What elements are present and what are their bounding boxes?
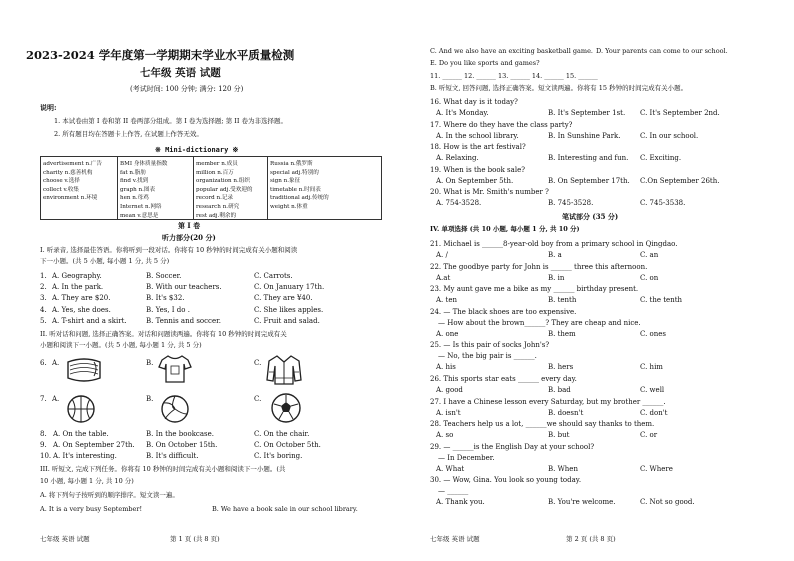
option-a: A. ten xyxy=(436,296,457,305)
exam-subtitle: 七年级 英语 试题 xyxy=(140,67,221,79)
dict-entry: advertisement n.广告 xyxy=(43,161,103,167)
mini-dictionary-table xyxy=(40,156,382,220)
option-a: A. It's interesting. xyxy=(53,452,117,461)
option-b: B. 745-3528. xyxy=(548,199,594,208)
exam-title: 2023-2024 学年度第一学期期末学业水平质量检测 xyxy=(26,48,295,62)
question-text: 27. I have a Chinese lesson every Saturday, but my brother ______. xyxy=(430,397,666,406)
question-text: 22. The goodbye party for John is ______ three this afternoon. xyxy=(430,262,648,271)
dict-entry: special adj.特别的 xyxy=(270,169,319,176)
option-a: A. Relaxing. xyxy=(436,154,479,163)
option-b: B. but xyxy=(548,431,570,440)
question-text: 29. — ______is the English Day at your school? xyxy=(430,442,595,451)
dict-entry: member n.成员 xyxy=(196,161,238,167)
dict-entry: fat n.脂肪 xyxy=(120,169,146,176)
question-text-2: — No, the big pair is ______. xyxy=(438,352,537,361)
listening-heading: 听力部分(20 分) xyxy=(162,233,216,242)
option-b: B. Tennis and soccer. xyxy=(146,316,221,325)
option-c: C. or xyxy=(640,431,658,440)
written-heading: 笔试部分 (35 分) xyxy=(562,212,619,221)
option-a: A. Yes, she does. xyxy=(52,305,111,314)
option-a: A. What xyxy=(436,464,465,473)
option-b: B. On September 17th. xyxy=(548,176,630,185)
question-text: 17. Where do they have the class party? xyxy=(430,120,573,129)
question-number: 9. xyxy=(40,441,47,450)
section3-option-a: A. It is a very busy September! xyxy=(40,505,143,513)
option-label: A. xyxy=(52,359,60,367)
option-a: A. It's Monday. xyxy=(436,109,489,117)
section1-instructions-1: I. 听录音, 选择最佳答语。你将听到一段对话。你将有 10 秒钟的时间完成有关小题和阅读 xyxy=(40,246,298,254)
option-a: A. They are $20. xyxy=(52,294,111,303)
option-c: C. Fruit and salad. xyxy=(254,316,320,325)
jacket-icon xyxy=(266,354,302,386)
question-text: 30. — Wow, Gina. You look so young today. xyxy=(430,476,582,485)
dict-entry: mean v.意思是 xyxy=(120,212,159,219)
option-b: B. Interesting and fun. xyxy=(548,154,629,163)
option-a: A. T-shirt and a skirt. xyxy=(52,316,127,325)
option-b: B. them xyxy=(548,329,576,338)
option-a: A. 754-3528. xyxy=(436,199,482,208)
task-b-instructions: B. 听短文, 回答问题, 选择正确答案。短文读两遍。你将有 15 秒钟的时间完成有关小题。 xyxy=(430,84,688,92)
option-label: B. xyxy=(146,395,154,403)
option-b: B. With our teachers. xyxy=(146,283,222,292)
option-a: A. In the park. xyxy=(52,283,104,292)
option-a: A. / xyxy=(436,251,448,259)
option-b: B. In the bookcase. xyxy=(146,430,214,438)
dict-entry: Russia n.俄罗斯 xyxy=(270,161,313,167)
option-c: C. the tenth xyxy=(640,296,683,305)
option-b: B. bad xyxy=(548,386,571,394)
option-c: C. ones xyxy=(640,329,667,338)
option-c: C. Exciting. xyxy=(640,154,682,163)
option-c: C. him xyxy=(640,363,663,372)
basketball-icon xyxy=(66,394,96,424)
footer-page-number: 第 1 页 (共 8 页) xyxy=(170,535,220,543)
option-a: A. On the table. xyxy=(53,430,109,438)
option-d: D. Your parents can come to our school. xyxy=(596,47,728,55)
option-label: C. xyxy=(254,359,262,367)
question-text: 18. How is the art festival? xyxy=(430,143,526,152)
option-a: A. so xyxy=(436,431,454,440)
footer-subject: 七年级 英语 试题 xyxy=(40,535,90,543)
dict-entry: popular adj.受欢迎的 xyxy=(196,186,253,193)
dict-entry: collect v.收集 xyxy=(43,186,80,193)
dict-entry: BMI 身体质量指数 xyxy=(120,161,168,167)
question-number: 8. xyxy=(40,430,47,438)
option-c: C. 745-3538. xyxy=(640,199,686,208)
dict-entry: million n.百万 xyxy=(196,169,234,176)
notes-heading: 说明: xyxy=(40,103,57,112)
option-a: A. On September 5th. xyxy=(436,176,514,185)
option-e: E. Do you like sports and games? xyxy=(430,59,540,67)
section2-instructions-1: II. 听对话和问题, 选择正确答案。对话和问题读两遍。你将有 10 秒钟的时间完成有关 xyxy=(40,330,287,338)
question-number: 10. xyxy=(40,452,52,461)
option-a: A. good xyxy=(436,386,463,394)
ordering-blanks: 11. ______ 12. ______ 13. ______ 14. ______ 15. ______ xyxy=(430,72,598,80)
dict-entry: research n.研究 xyxy=(196,204,240,210)
mini-dictionary-title: ※ Mini-dictionary ※ xyxy=(155,146,239,154)
option-a: A. isn't xyxy=(436,408,461,417)
option-c: C. In our school. xyxy=(640,131,699,140)
option-b: B. On October 15th. xyxy=(146,441,218,450)
question-text: 28. Teachers help us a lot, ______we should say thanks to them. xyxy=(430,420,655,429)
option-c: C. don't xyxy=(640,408,668,417)
option-c: C. They are ¥40. xyxy=(254,294,313,303)
option-b: B. a xyxy=(548,251,562,259)
option-label: A. xyxy=(52,395,60,403)
option-b: B. hers xyxy=(548,363,574,372)
option-a: A. In the school library. xyxy=(436,131,519,140)
tshirt-icon xyxy=(158,354,192,384)
dict-entry: rest adj.剩余的 xyxy=(196,212,237,219)
option-c: C. It's September 2nd. xyxy=(640,109,720,117)
question-number: 1. xyxy=(40,272,47,280)
dict-entry: find v.找到 xyxy=(120,178,149,185)
option-c: C. On the chair. xyxy=(254,430,310,438)
question-text-2: — In December. xyxy=(438,453,495,462)
option-label: B. xyxy=(146,359,154,367)
option-c: C. Where xyxy=(640,464,673,473)
section3-option-b: B. We have a book sale in our school library. xyxy=(212,505,358,513)
dict-entry: traditional adj.传统的 xyxy=(270,195,329,202)
question-text: 25. — Is this pair of socks John's? xyxy=(430,341,550,350)
option-b: B. It's difficult. xyxy=(146,452,199,461)
dict-entry: weight n.体重 xyxy=(270,204,308,210)
section3-instructions-2: 10 小题, 每小题 1 分, 共 10 分) xyxy=(40,477,134,485)
question-text: 19. When is the book sale? xyxy=(430,165,525,174)
option-c: C. an xyxy=(640,251,659,259)
dict-entry: environment n.环境 xyxy=(43,195,98,202)
option-c: C. On January 17th. xyxy=(254,283,325,292)
option-a: A. On September 27th. xyxy=(53,441,135,450)
volleyball-icon xyxy=(160,394,190,424)
dict-entry: choose v.选择 xyxy=(43,178,80,185)
question-number: 4. xyxy=(40,305,47,314)
option-b: B. In Sunshine Park. xyxy=(548,131,621,140)
question-number: 3. xyxy=(40,294,47,303)
question-number: 7. xyxy=(40,395,47,403)
option-label: C. xyxy=(254,395,262,403)
option-a: A. Geography. xyxy=(52,272,102,280)
divider xyxy=(267,157,268,219)
option-c: C. On October 5th. xyxy=(254,441,321,450)
footer-subject: 七年级 英语 试题 xyxy=(430,535,480,543)
dict-entry: sign n.象征 xyxy=(270,178,301,185)
option-c: C. It's boring. xyxy=(254,452,303,461)
option-c: C. on xyxy=(640,273,659,282)
question-text: 24. — The black shoes are too expensive. xyxy=(430,307,577,316)
right-page xyxy=(400,0,794,561)
option-b: B. tenth xyxy=(548,296,577,305)
option-c: C. Not so good. xyxy=(640,498,695,507)
question-text: 26. This sports star eats ______ every day. xyxy=(430,375,577,383)
option-c: C. well xyxy=(640,386,665,394)
option-b: B. It's $32. xyxy=(146,294,185,303)
section3-task: A. 将下列句子按听到的顺序排序。短文读一遍。 xyxy=(40,491,179,499)
option-b: B. in xyxy=(548,273,565,282)
option-b: B. You're welcome. xyxy=(548,498,616,507)
option-c: C. She likes apples. xyxy=(254,305,324,314)
option-a: A. one xyxy=(436,329,459,338)
option-a: A. Thank you. xyxy=(436,498,485,507)
note-2: 2. 所有题目均在答题卡上作答, 在试题上作答无效。 xyxy=(54,130,203,138)
dict-entry: timetable n.时间表 xyxy=(270,186,321,193)
dict-entry: charity n.慈善机构 xyxy=(43,169,93,176)
dict-entry: hen n.母鸡 xyxy=(120,195,149,202)
exam-info: (考试时间: 100 分钟; 满分: 120 分) xyxy=(130,85,244,93)
question-text: 21. Michael is ______8-year-old boy from a primary school in Qingdao. xyxy=(430,240,678,248)
dict-entry: record n.记录 xyxy=(196,195,234,202)
footer-page-number: 第 2 页 (共 8 页) xyxy=(566,535,616,543)
dict-entry: Internet n.网络 xyxy=(120,204,162,210)
question-text-2: — ______ xyxy=(438,487,469,496)
option-c: C. And we also have an exciting basketball game. xyxy=(430,47,593,55)
towel-icon xyxy=(64,356,104,386)
option-a: A.at xyxy=(436,273,451,282)
question-text: 16. What day is it today? xyxy=(430,98,518,106)
dict-entry: graph n.图表 xyxy=(120,186,156,193)
option-b: B. Yes, I do . xyxy=(146,305,190,314)
section3-instructions-1: III. 听短文, 完成下列任务。你将有 10 秒钟的时间完成有关小题和阅读下一小题。(共 xyxy=(40,465,286,473)
divider xyxy=(193,157,194,219)
divider xyxy=(117,157,118,219)
question-number: 2. xyxy=(40,283,47,292)
question-text-2: — How about the brown______? They are cheap and nice. xyxy=(438,318,641,327)
section4-instructions: IV. 单项选择 (共 10 小题, 每小题 1 分, 共 10 分) xyxy=(430,225,580,233)
option-b: B. doesn't xyxy=(548,408,584,417)
section1-instructions-2: 下一小题。(共 5 小题, 每小题 1 分, 共 5 分) xyxy=(40,257,170,265)
volume-heading: 第 I 卷 xyxy=(178,221,201,230)
option-c: C. Carrots. xyxy=(254,272,293,280)
option-b: B. It's September 1st. xyxy=(548,109,626,117)
option-a: A. his xyxy=(436,363,456,372)
note-1: 1. 本试卷由第 I 卷和第 II 卷两部分组成。第 I 卷为选择题; 第 II 卷为非选择题。 xyxy=(54,117,287,125)
question-text: 20. What is Mr. Smith's number ? xyxy=(430,188,549,197)
option-b: B. Soccer. xyxy=(146,272,182,280)
soccer-ball-icon xyxy=(270,392,302,424)
section2-instructions-2: 小题和阅读下一小题。(共 5 小题, 每小题 1 分, 共 5 分) xyxy=(40,341,202,349)
question-text: 23. My aunt gave me a bike as my ______ birthday present. xyxy=(430,285,639,294)
option-c: C.On September 26th. xyxy=(640,176,720,185)
dict-entry: organization n.组织 xyxy=(196,178,250,185)
question-number: 5. xyxy=(40,316,47,325)
option-b: B. When xyxy=(548,464,578,473)
question-number: 6. xyxy=(40,359,47,367)
